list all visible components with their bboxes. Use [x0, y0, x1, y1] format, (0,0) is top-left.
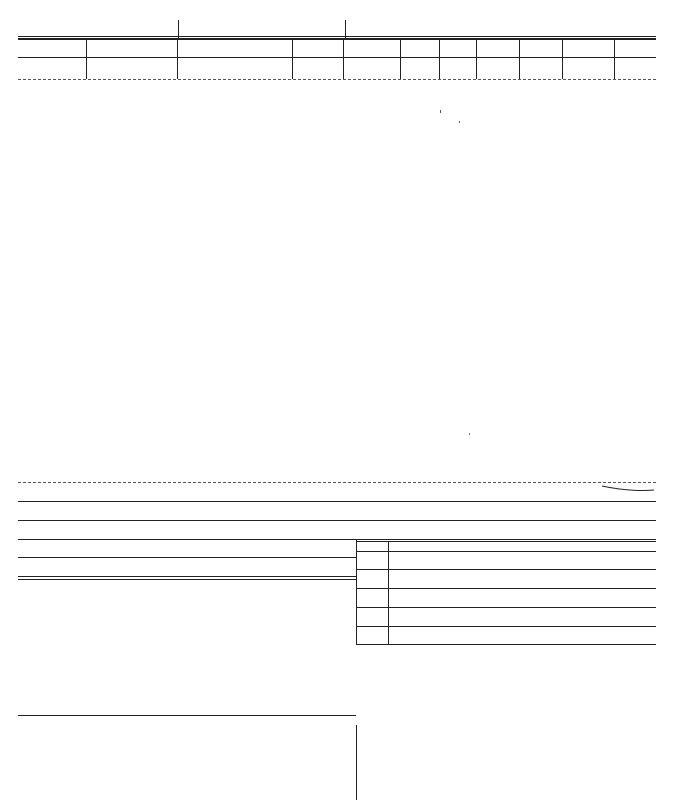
- rule-home-office: [18, 520, 656, 521]
- rule-stoppage-2: [356, 588, 656, 589]
- rule-stoppage-4: [356, 626, 656, 627]
- speck: [469, 433, 470, 435]
- rule-company: [18, 501, 656, 502]
- rule-official-2: [356, 541, 656, 542]
- col-divider-c: [292, 38, 293, 79]
- rule-official: [18, 539, 656, 540]
- col-divider-i: [562, 38, 563, 79]
- rule-comments: [18, 715, 356, 716]
- col-divider-b: [177, 38, 178, 79]
- rule-stoppage-5: [356, 644, 656, 645]
- rule-prod-1: [18, 576, 356, 577]
- rule-stoppage-1: [356, 569, 656, 570]
- lower-dashed-rule: [18, 482, 656, 483]
- speck: [440, 110, 441, 113]
- header-rule-top: [18, 36, 656, 37]
- header-rule-double: [18, 38, 656, 40]
- col-divider-j: [614, 38, 615, 79]
- rule-dev: [18, 557, 356, 558]
- comments-divider: [356, 725, 357, 800]
- corner-curve: [600, 484, 656, 494]
- header-divider-2: [345, 20, 346, 38]
- stoppage-left-border: [356, 539, 357, 645]
- col-divider-e: [400, 38, 401, 79]
- header-divider-1: [178, 20, 179, 38]
- col-divider-a: [86, 38, 87, 79]
- col-divider-g: [476, 38, 477, 79]
- rule-prod-2: [18, 579, 356, 580]
- col-divider-d: [343, 38, 344, 79]
- col-divider-h: [519, 38, 520, 79]
- speck: [459, 121, 460, 123]
- column-header-rule: [18, 57, 656, 58]
- rule-stoppage-header: [356, 551, 656, 552]
- stoppage-date-divider: [388, 541, 389, 644]
- rule-stoppage-3: [356, 607, 656, 608]
- col-divider-f: [439, 38, 440, 79]
- record-row-rule: [18, 79, 656, 80]
